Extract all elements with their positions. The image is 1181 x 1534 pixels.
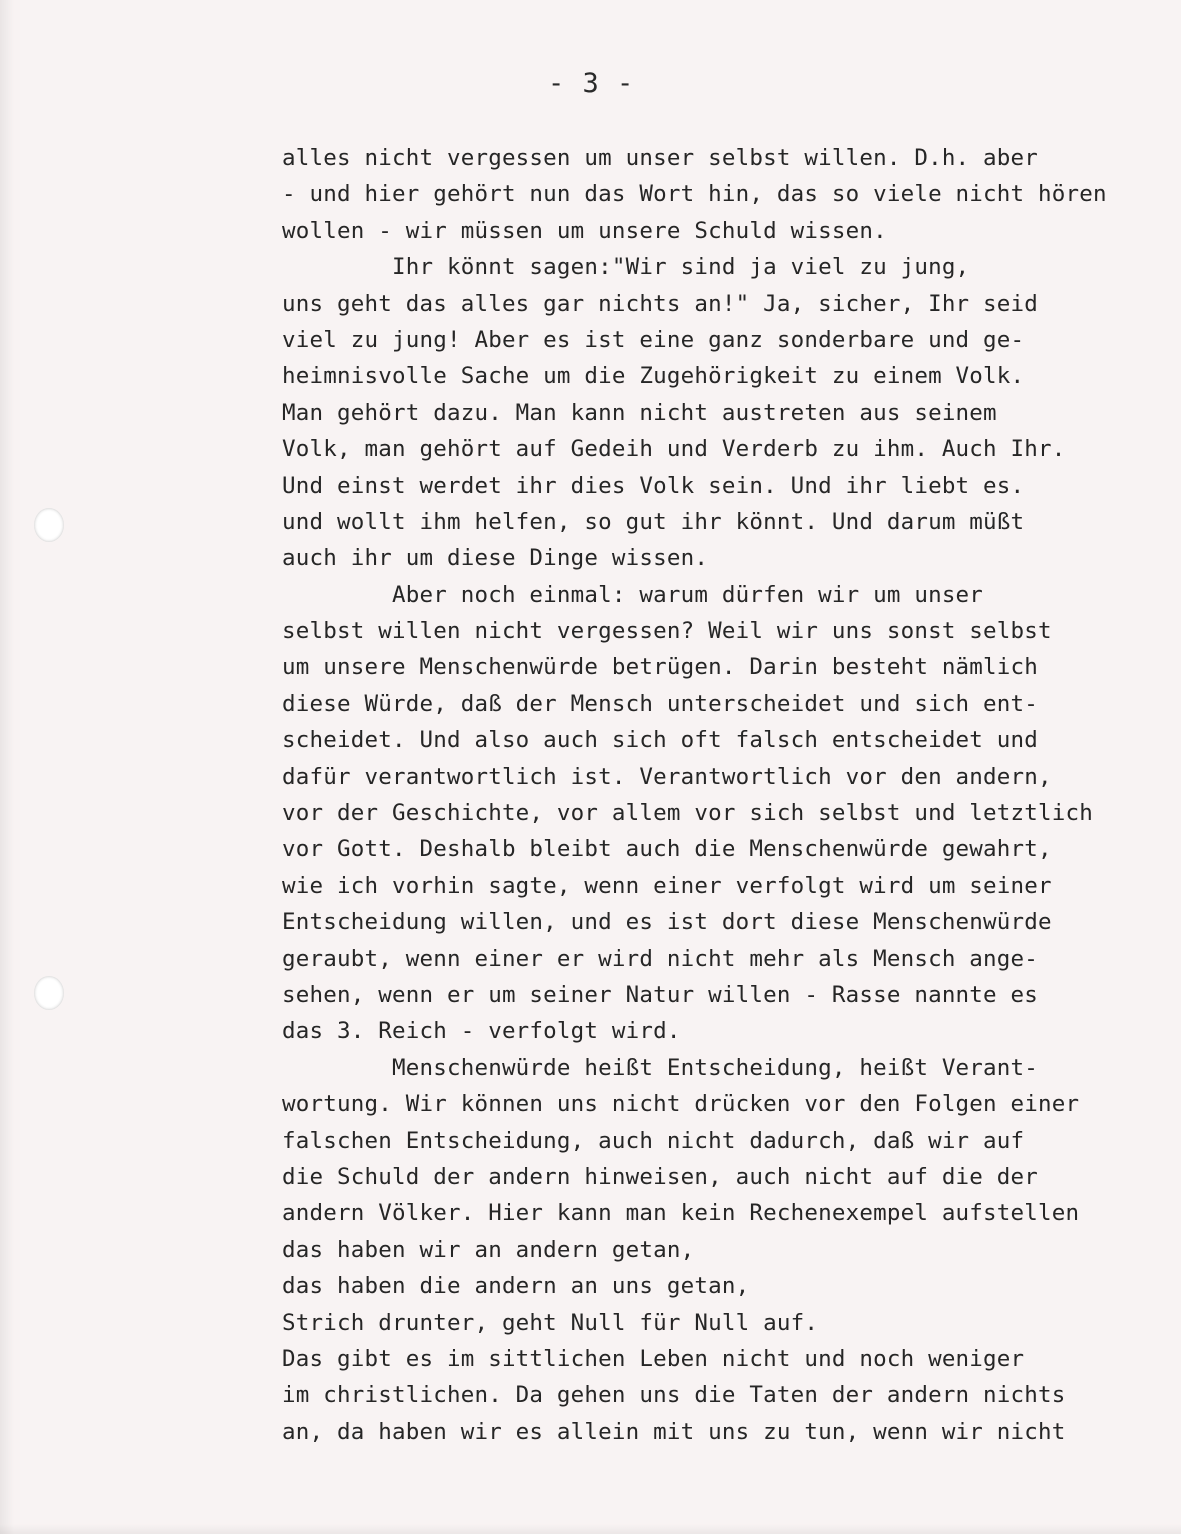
text-line: sehen, wenn er um seiner Natur willen - Rasse nannte es xyxy=(282,981,1039,1008)
text-line: diese Würde, daß der Mensch unterscheidet und sich ent- xyxy=(282,690,1039,717)
text-line: falschen Entscheidung, auch nicht dadurch, daß wir auf xyxy=(282,1127,1025,1154)
text-line: das haben die andern an uns getan, xyxy=(282,1273,750,1300)
text-line: das haben wir an andern getan, xyxy=(282,1236,695,1263)
text-line: Aber noch einmal: warum dürfen wir um unser xyxy=(282,581,984,608)
text-line: Und einst werdet ihr dies Volk sein. Und ihr liebt es. xyxy=(282,472,1025,499)
text-line: im christlichen. Da gehen uns die Taten der andern nichts xyxy=(282,1382,1066,1409)
text-line: dafür verantwortlich ist. Verantwortlich vor den andern, xyxy=(282,763,1052,790)
text-line: alles nicht vergessen um unser selbst willen. D.h. aber xyxy=(282,145,1039,171)
text-line: vor Gott. Deshalb bleibt auch die Menschenwürde gewahrt, xyxy=(282,836,1052,863)
text-line: viel zu jung! Aber es ist eine ganz sonderbare und ge- xyxy=(282,326,1025,353)
punch-hole-lower xyxy=(34,976,64,1010)
text-line: wortung. Wir können uns nicht drücken vor den Folgen einer xyxy=(282,1091,1080,1118)
text-line: Volk, man gehört auf Gedeih und Verderb zu ihm. Auch Ihr. xyxy=(282,436,1066,463)
text-line: Ihr könnt sagen:"Wir sind ja viel zu jung, xyxy=(282,254,970,281)
text-line: Entscheidung willen, und es ist dort diese Menschenwürde xyxy=(282,909,1052,936)
text-line: selbst willen nicht vergessen? Weil wir uns sonst selbst xyxy=(282,618,1052,645)
text-line: Das gibt es im sittlichen Leben nicht und noch weniger xyxy=(282,1345,1025,1372)
typewritten-text-body xyxy=(282,140,1174,1450)
text-line: uns geht das alles gar nichts an!" Ja, sicher, Ihr seid xyxy=(282,290,1039,317)
text-line: Man gehört dazu. Man kann nicht austreten aus seinem xyxy=(282,399,997,426)
text-line: Menschenwürde heißt Entscheidung, heißt Verant- xyxy=(282,1054,1039,1081)
text-line: wollen - wir müssen um unsere Schuld wissen. xyxy=(282,217,887,244)
text-line: scheidet. Und also auch sich oft falsch entscheidet und xyxy=(282,727,1039,754)
page-number: - 3 - xyxy=(548,68,635,99)
text-line: an, da haben wir es allein mit uns zu tun, wenn wir nicht xyxy=(282,1418,1066,1445)
text-line: das 3. Reich - verfolgt wird. xyxy=(282,1018,681,1045)
text-line: um unsere Menschenwürde betrügen. Darin besteht nämlich xyxy=(282,654,1039,681)
text-line: geraubt, wenn einer er wird nicht mehr als Mensch ange- xyxy=(282,945,1039,972)
text-line: vor der Geschichte, vor allem vor sich selbst und letztlich xyxy=(282,800,1094,827)
punch-hole-upper xyxy=(34,508,64,542)
text-line: auch ihr um diese Dinge wissen. xyxy=(282,545,709,572)
text-line: wie ich vorhin sagte, wenn einer verfolgt wird um seiner xyxy=(282,872,1052,899)
text-line: heimnisvolle Sache um die Zugehörigkeit zu einem Volk. xyxy=(282,363,1025,390)
text-line: - und hier gehört nun das Wort hin, das so viele nicht hören xyxy=(282,181,1107,208)
text-line: die Schuld der andern hinweisen, auch nicht auf die der xyxy=(282,1163,1039,1190)
text-line: Strich drunter, geht Null für Null auf. xyxy=(282,1309,819,1336)
text-line: andern Völker. Hier kann man kein Rechenexempel aufstellen xyxy=(282,1200,1080,1227)
text-line: und wollt ihm helfen, so gut ihr könnt. Und darum müßt xyxy=(282,508,1025,535)
